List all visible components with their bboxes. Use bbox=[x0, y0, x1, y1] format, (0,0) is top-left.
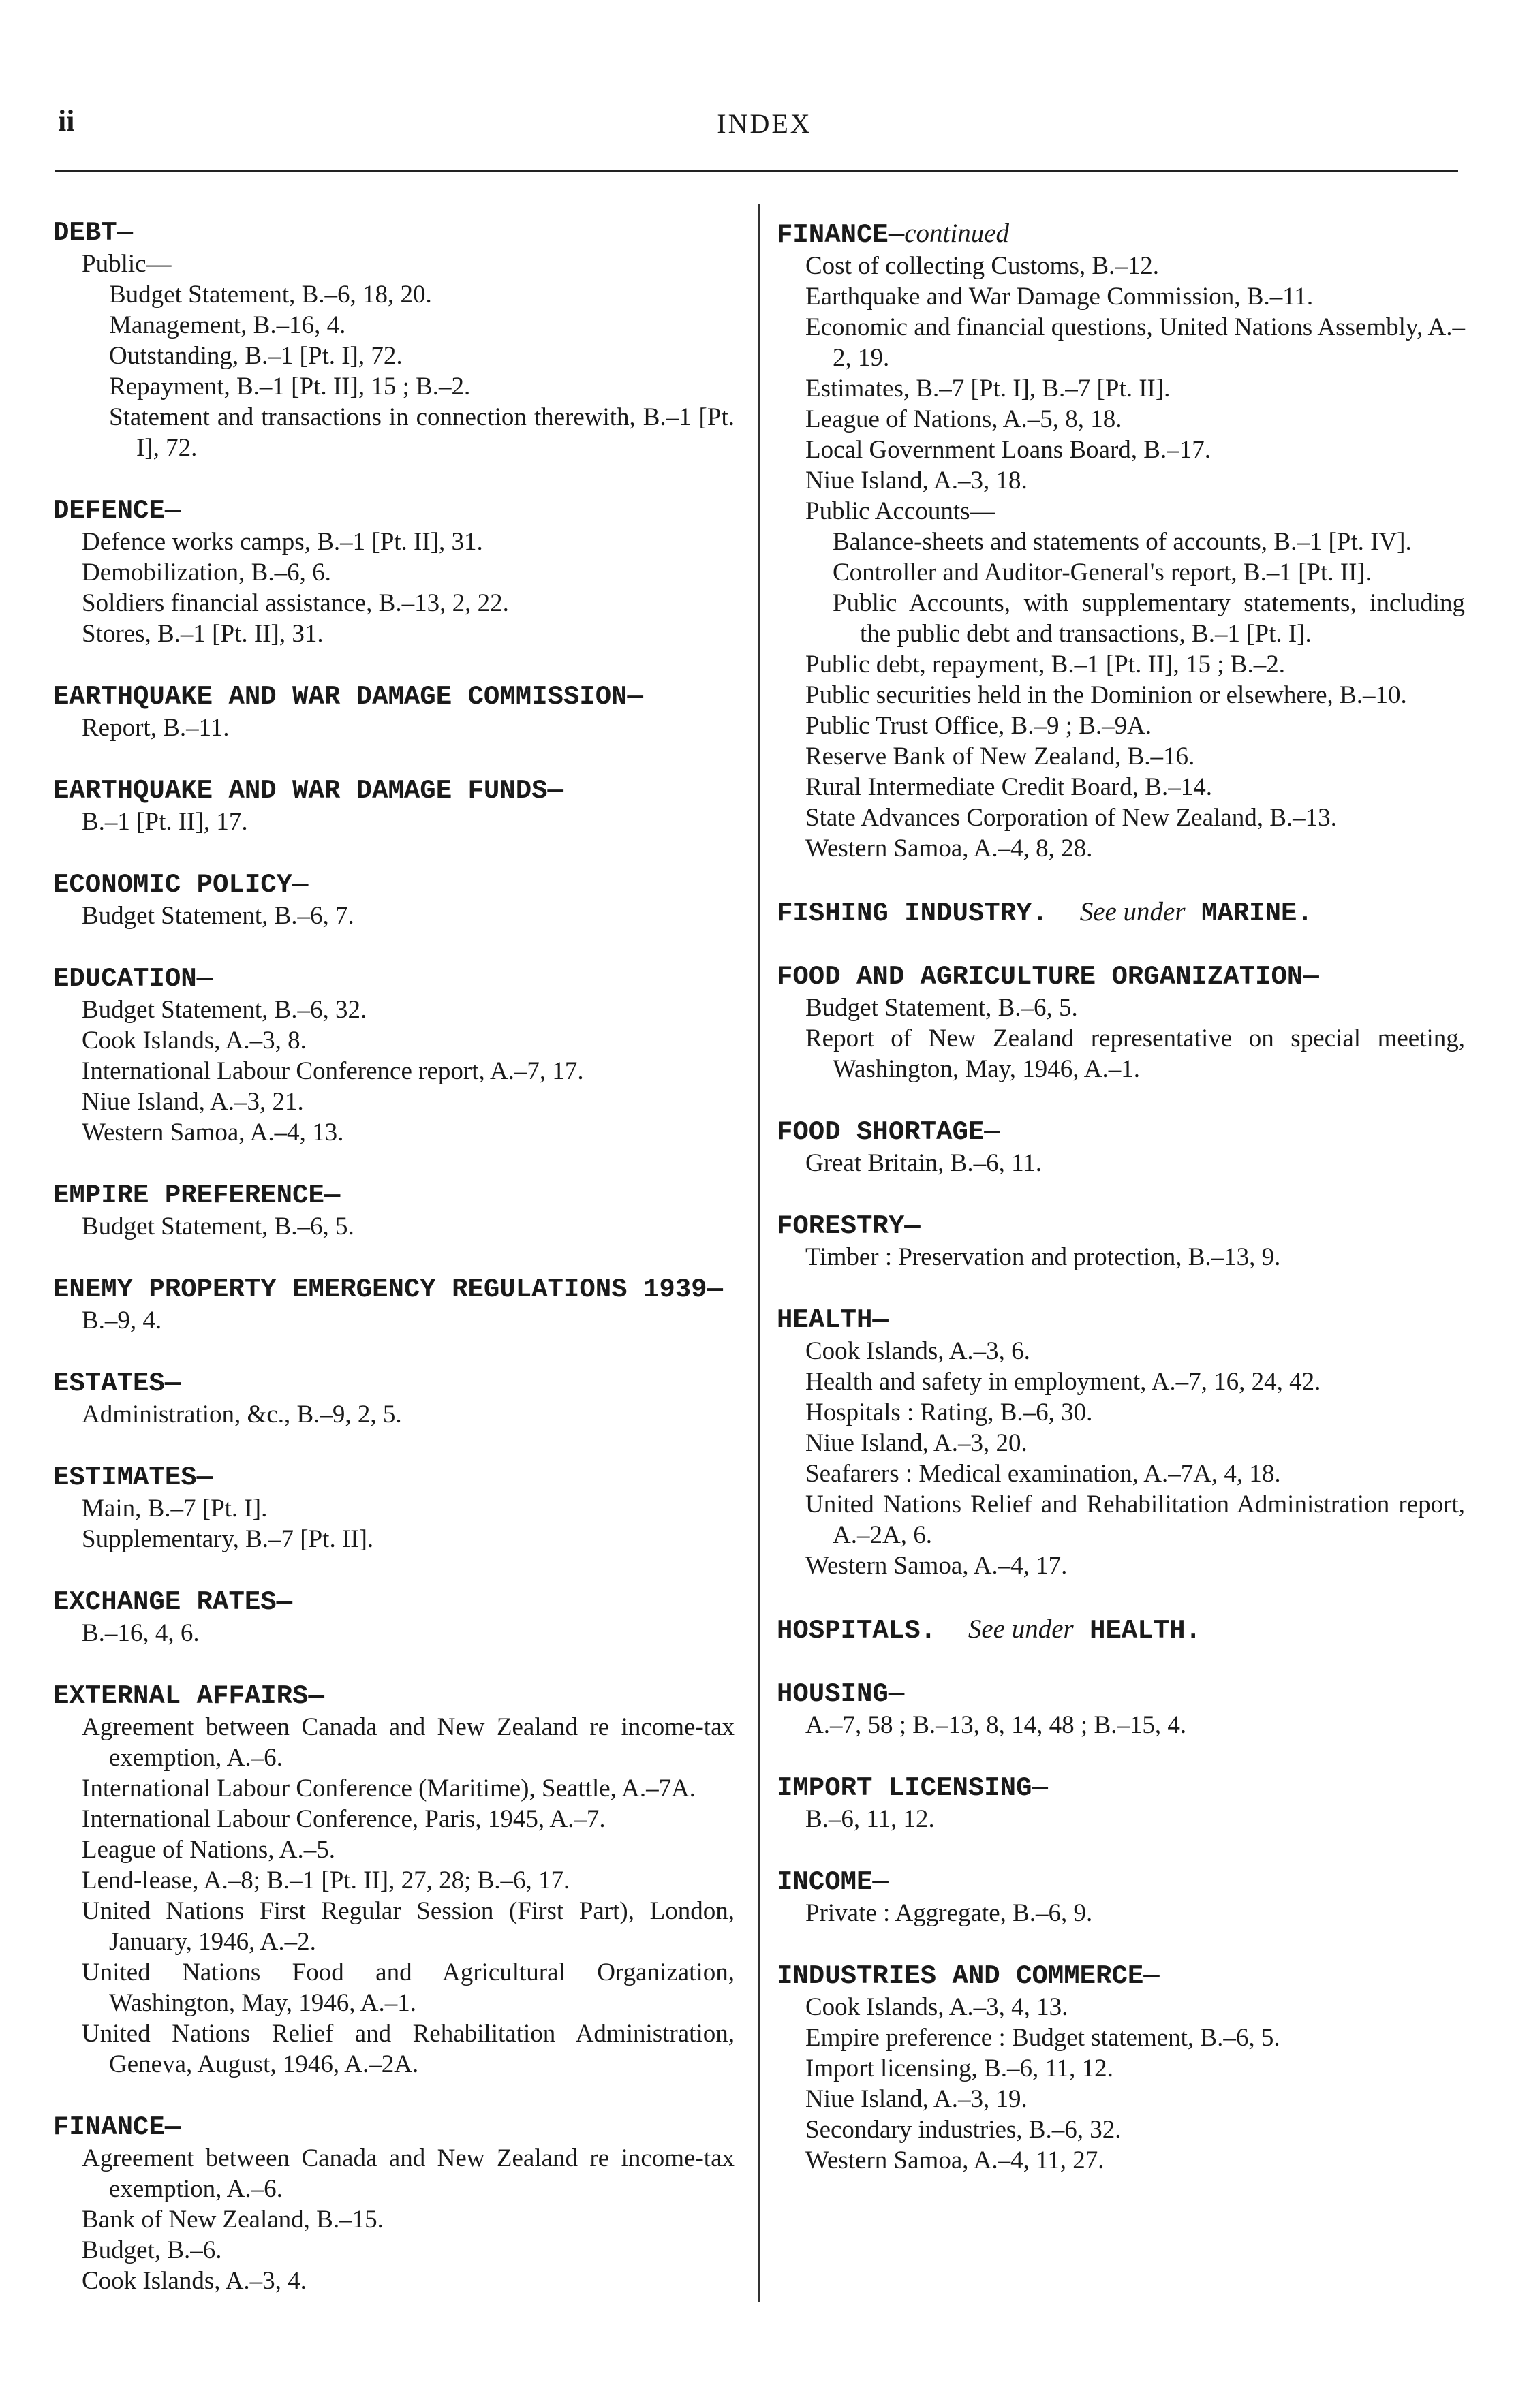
index-subentry: Cost of collecting Customs, B.–12. bbox=[805, 252, 1160, 280]
right-column bbox=[777, 218, 1465, 2208]
index-subentry: Local Government Loans Board, B.–17. bbox=[805, 436, 1211, 464]
heading-text: DEBT— bbox=[53, 218, 134, 248]
heading-text: ENEMY PROPERTY EMERGENCY REGULATIONS 1939— bbox=[53, 1275, 723, 1304]
entry-heading bbox=[53, 1275, 735, 1305]
index-subentry: Niue Island, A.–3, 20. bbox=[805, 1429, 1028, 1457]
index-subentry: Western Samoa, A.–4, 17. bbox=[805, 1552, 1068, 1580]
heading-text: FOOD AND AGRICULTURE ORGANIZATION— bbox=[777, 962, 1319, 992]
index-subentry: Western Samoa, A.–4, 13. bbox=[82, 1119, 344, 1146]
see-under-text: See under bbox=[968, 1614, 1074, 1644]
index-entry bbox=[777, 1867, 1465, 1928]
index-entry bbox=[53, 2112, 735, 2296]
heading-text: EARTHQUAKE AND WAR DAMAGE COMMISSION— bbox=[53, 682, 643, 712]
entry-heading bbox=[53, 496, 735, 527]
index-subentry: Repayment, B.–1 [Pt. II], 15 ; B.–2. bbox=[109, 373, 471, 401]
index-subentry: B.–6, 11, 12. bbox=[805, 1805, 935, 1833]
entry-heading bbox=[777, 1305, 1465, 1336]
index-entry bbox=[53, 870, 735, 931]
index-subentry: Statement and transactions in connection therewith, B.–1 [Pt. I], 72. bbox=[109, 403, 735, 462]
index-subentry: Defence works camps, B.–1 [Pt. II], 31. bbox=[82, 528, 483, 556]
index-entry bbox=[777, 1305, 1465, 1581]
entry-heading bbox=[53, 1587, 735, 1618]
entry-heading bbox=[53, 1369, 735, 1399]
heading-text: IMPORT LICENSING— bbox=[777, 1773, 1048, 1803]
index-subentry: B.–16, 4, 6. bbox=[82, 1619, 200, 1647]
index-subentry: Balance-sheets and statements of accounts, B.–1 [Pt. IV]. bbox=[833, 528, 1412, 556]
see-under-target: MARINE. bbox=[1201, 898, 1313, 928]
index-entry bbox=[53, 776, 735, 837]
index-subentry: Secondary industries, B.–6, 32. bbox=[805, 2116, 1122, 2144]
entry-heading bbox=[777, 1614, 1465, 1646]
heading-text: EXCHANGE RATES— bbox=[53, 1587, 293, 1617]
index-subentry: Earthquake and War Damage Commission, B.–11. bbox=[805, 283, 1314, 311]
index-subentry: United Nations Relief and Rehabilitation Administration, Geneva, August, 1946, A.–2A. bbox=[82, 2020, 735, 2078]
entry-heading bbox=[53, 218, 735, 249]
index-subentry: Report of New Zealand representative on special meeting, Washington, May, 1946, A.–1. bbox=[805, 1025, 1465, 1083]
index-subentry: Great Britain, B.–6, 11. bbox=[805, 1149, 1042, 1177]
index-subentry: Budget Statement, B.–6, 5. bbox=[82, 1213, 354, 1240]
see-under-text: See under bbox=[1079, 897, 1186, 926]
index-subentry: United Nations First Regular Session (First Part), London, January, 1946, A.–2. bbox=[82, 1897, 735, 1956]
index-subentry: Controller and Auditor-General's report, B.–1 [Pt. II]. bbox=[833, 559, 1372, 587]
index-subentry: Health and safety in employment, A.–7, 16, 24, 42. bbox=[805, 1368, 1321, 1396]
heading-text: INCOME— bbox=[777, 1867, 889, 1897]
index-entry bbox=[53, 1463, 735, 1554]
index-entry bbox=[53, 218, 735, 463]
entry-heading bbox=[777, 896, 1465, 929]
index-subentry: Reserve Bank of New Zealand, B.–16. bbox=[805, 742, 1195, 770]
entry-heading bbox=[53, 1180, 735, 1211]
index-subentry: Budget, B.–6. bbox=[82, 2236, 222, 2264]
index-subentry: Cook Islands, A.–3, 4. bbox=[82, 2267, 307, 2295]
index-subentry: State Advances Corporation of New Zealand, B.–13. bbox=[805, 804, 1337, 832]
index-subentry: International Labour Conference report, A.–7, 17. bbox=[82, 1057, 584, 1085]
index-subentry: Bank of New Zealand, B.–15. bbox=[82, 2206, 384, 2234]
index-subentry: Agreement between Canada and New Zealand re income-tax exemption, A.–6. bbox=[82, 1713, 735, 1772]
index-entry bbox=[777, 218, 1465, 864]
index-subentry: United Nations Food and Agricultural Organization, Washington, May, 1946, A.–1. bbox=[82, 1958, 735, 2017]
index-entry bbox=[777, 1117, 1465, 1178]
index-subentry: Public securities held in the Dominion or elsewhere, B.–10. bbox=[805, 681, 1407, 709]
index-entry bbox=[53, 496, 735, 649]
index-entry bbox=[777, 962, 1465, 1084]
index-entry bbox=[53, 1681, 735, 2080]
page-title: INDEX bbox=[717, 108, 812, 139]
index-subentry: International Labour Conference (Maritime), Seattle, A.–7A. bbox=[82, 1774, 696, 1802]
index-subentry: Import licensing, B.–6, 11, 12. bbox=[805, 2054, 1113, 2082]
index-subentry: A.–7, 58 ; B.–13, 8, 14, 48 ; B.–15, 4. bbox=[805, 1711, 1187, 1739]
index-entry bbox=[53, 682, 735, 743]
heading-text: EMPIRE PREFERENCE— bbox=[53, 1180, 341, 1210]
index-entry bbox=[53, 1587, 735, 1648]
entry-heading bbox=[53, 964, 735, 995]
heading-text: ESTATES— bbox=[53, 1369, 181, 1398]
index-subentry: Empire preference : Budget statement, B.–6, 5. bbox=[805, 2024, 1280, 2052]
index-subentry: Niue Island, A.–3, 21. bbox=[82, 1088, 304, 1116]
heading-text: EDUCATION— bbox=[53, 964, 213, 994]
heading-text: FINANCE— bbox=[53, 2112, 181, 2142]
index-entry bbox=[777, 1679, 1465, 1740]
index-subentry: Report, B.–11. bbox=[82, 714, 230, 742]
heading-text: HOUSING— bbox=[777, 1679, 905, 1709]
index-subentry: Timber : Preservation and protection, B.–13, 9. bbox=[805, 1243, 1281, 1271]
index-subentry: Main, B.–7 [Pt. I]. bbox=[82, 1495, 268, 1522]
index-subentry: Private : Aggregate, B.–6, 9. bbox=[805, 1899, 1093, 1927]
heading-text: HEALTH— bbox=[777, 1305, 889, 1335]
heading-text: ESTIMATES— bbox=[53, 1463, 213, 1492]
left-column bbox=[53, 218, 735, 2329]
entry-heading bbox=[53, 682, 735, 713]
heading-text: DEFENCE— bbox=[53, 496, 181, 526]
index-subentry: Western Samoa, A.–4, 8, 28. bbox=[805, 834, 1093, 862]
column-divider bbox=[758, 204, 760, 2302]
index-subentry: Niue Island, A.–3, 19. bbox=[805, 2085, 1028, 2113]
header-rule bbox=[55, 170, 1458, 172]
index-entry bbox=[777, 1211, 1465, 1272]
index-subentry: League of Nations, A.–5, 8, 18. bbox=[805, 405, 1122, 433]
index-subentry: B.–9, 4. bbox=[82, 1307, 162, 1334]
index-subentry: Administration, &c., B.–9, 2, 5. bbox=[82, 1401, 402, 1428]
heading-text: FISHING INDUSTRY. bbox=[777, 898, 1048, 928]
index-entry bbox=[777, 1614, 1465, 1646]
index-subentry: Public Accounts, with supplementary statements, including the public debt and transactions, B.–1 [Pt. I]. bbox=[833, 589, 1465, 648]
index-entry bbox=[53, 1369, 735, 1430]
heading-text: FORESTRY— bbox=[777, 1211, 921, 1241]
index-subentry: Cook Islands, A.–3, 4, 13. bbox=[805, 1993, 1068, 2021]
index-subentry: Supplementary, B.–7 [Pt. II]. bbox=[82, 1525, 374, 1553]
entry-heading bbox=[53, 776, 735, 807]
index-subentry: Budget Statement, B.–6, 7. bbox=[82, 902, 354, 930]
index-subentry: League of Nations, A.–5. bbox=[82, 1836, 335, 1864]
index-subentry: Cook Islands, A.–3, 8. bbox=[82, 1027, 307, 1054]
entry-heading bbox=[777, 1867, 1465, 1898]
entry-heading bbox=[777, 1773, 1465, 1804]
entry-heading bbox=[53, 1463, 735, 1493]
index-subentry: International Labour Conference, Paris, 1945, A.–7. bbox=[82, 1805, 606, 1833]
index-subentry: Soldiers financial assistance, B.–13, 2, 22. bbox=[82, 589, 509, 617]
index-subentry: Demobilization, B.–6, 6. bbox=[82, 559, 331, 587]
index-subentry: Public Trust Office, B.–9 ; B.–9A. bbox=[805, 712, 1152, 740]
page-number: ii bbox=[58, 104, 75, 138]
index-entry bbox=[53, 1275, 735, 1336]
entry-heading bbox=[777, 218, 1465, 251]
index-entry bbox=[777, 896, 1465, 929]
index-subentry: Public— bbox=[82, 250, 172, 278]
entry-heading bbox=[53, 1681, 735, 1712]
index-subentry: Budget Statement, B.–6, 18, 20. bbox=[109, 281, 432, 309]
index-entry bbox=[777, 1773, 1465, 1834]
index-subentry: Budget Statement, B.–6, 32. bbox=[82, 996, 367, 1024]
index-subentry: United Nations Relief and Rehabilitation Administration report, A.–2A, 6. bbox=[805, 1490, 1465, 1549]
heading-text: INDUSTRIES AND COMMERCE— bbox=[777, 1961, 1160, 1991]
entry-heading bbox=[777, 1211, 1465, 1242]
index-subentry: Outstanding, B.–1 [Pt. I], 72. bbox=[109, 342, 403, 370]
entry-heading bbox=[777, 1679, 1465, 1710]
entry-heading bbox=[777, 1961, 1465, 1992]
index-subentry: Lend-lease, A.–8; B.–1 [Pt. II], 27, 28; B.–6, 17. bbox=[82, 1866, 570, 1894]
index-subentry: Budget Statement, B.–6, 5. bbox=[805, 994, 1078, 1022]
index-entry bbox=[53, 964, 735, 1148]
entry-heading bbox=[53, 870, 735, 901]
heading-text: ECONOMIC POLICY— bbox=[53, 870, 309, 900]
index-subentry: B.–1 [Pt. II], 17. bbox=[82, 808, 248, 836]
heading-text: FINANCE— bbox=[777, 220, 905, 250]
heading-continued: continued bbox=[904, 219, 1010, 248]
see-under-target: HEALTH. bbox=[1090, 1616, 1201, 1646]
index-subentry: Stores, B.–1 [Pt. II], 31. bbox=[82, 620, 324, 648]
index-subentry: Economic and financial questions, United Nations Assembly, A.–2, 19. bbox=[805, 313, 1465, 372]
heading-text: EXTERNAL AFFAIRS— bbox=[53, 1681, 324, 1711]
index-subentry: Niue Island, A.–3, 18. bbox=[805, 467, 1028, 495]
entry-heading bbox=[777, 1117, 1465, 1148]
index-entry bbox=[777, 1961, 1465, 2176]
entry-heading bbox=[53, 2112, 735, 2143]
heading-text: HOSPITALS. bbox=[777, 1616, 937, 1646]
index-subentry: Rural Intermediate Credit Board, B.–14. bbox=[805, 773, 1212, 801]
heading-text: EARTHQUAKE AND WAR DAMAGE FUNDS— bbox=[53, 776, 563, 806]
index-subentry: Seafarers : Medical examination, A.–7A, 4, 18. bbox=[805, 1460, 1281, 1488]
heading-text: FOOD SHORTAGE— bbox=[777, 1117, 1000, 1147]
index-subentry: Cook Islands, A.–3, 6. bbox=[805, 1337, 1030, 1365]
index-subentry: Public Accounts— bbox=[805, 497, 995, 525]
index-subentry: Hospitals : Rating, B.–6, 30. bbox=[805, 1398, 1093, 1426]
index-subentry: Estimates, B.–7 [Pt. I], B.–7 [Pt. II]. bbox=[805, 375, 1171, 403]
index-entry bbox=[53, 1180, 735, 1242]
index-subentry: Western Samoa, A.–4, 11, 27. bbox=[805, 2146, 1105, 2174]
index-subentry: Agreement between Canada and New Zealand re income-tax exemption, A.–6. bbox=[82, 2144, 735, 2203]
index-subentry: Public debt, repayment, B.–1 [Pt. II], 15 ; B.–2. bbox=[805, 651, 1285, 678]
index-subentry: Management, B.–16, 4. bbox=[109, 311, 346, 339]
entry-heading bbox=[777, 962, 1465, 992]
